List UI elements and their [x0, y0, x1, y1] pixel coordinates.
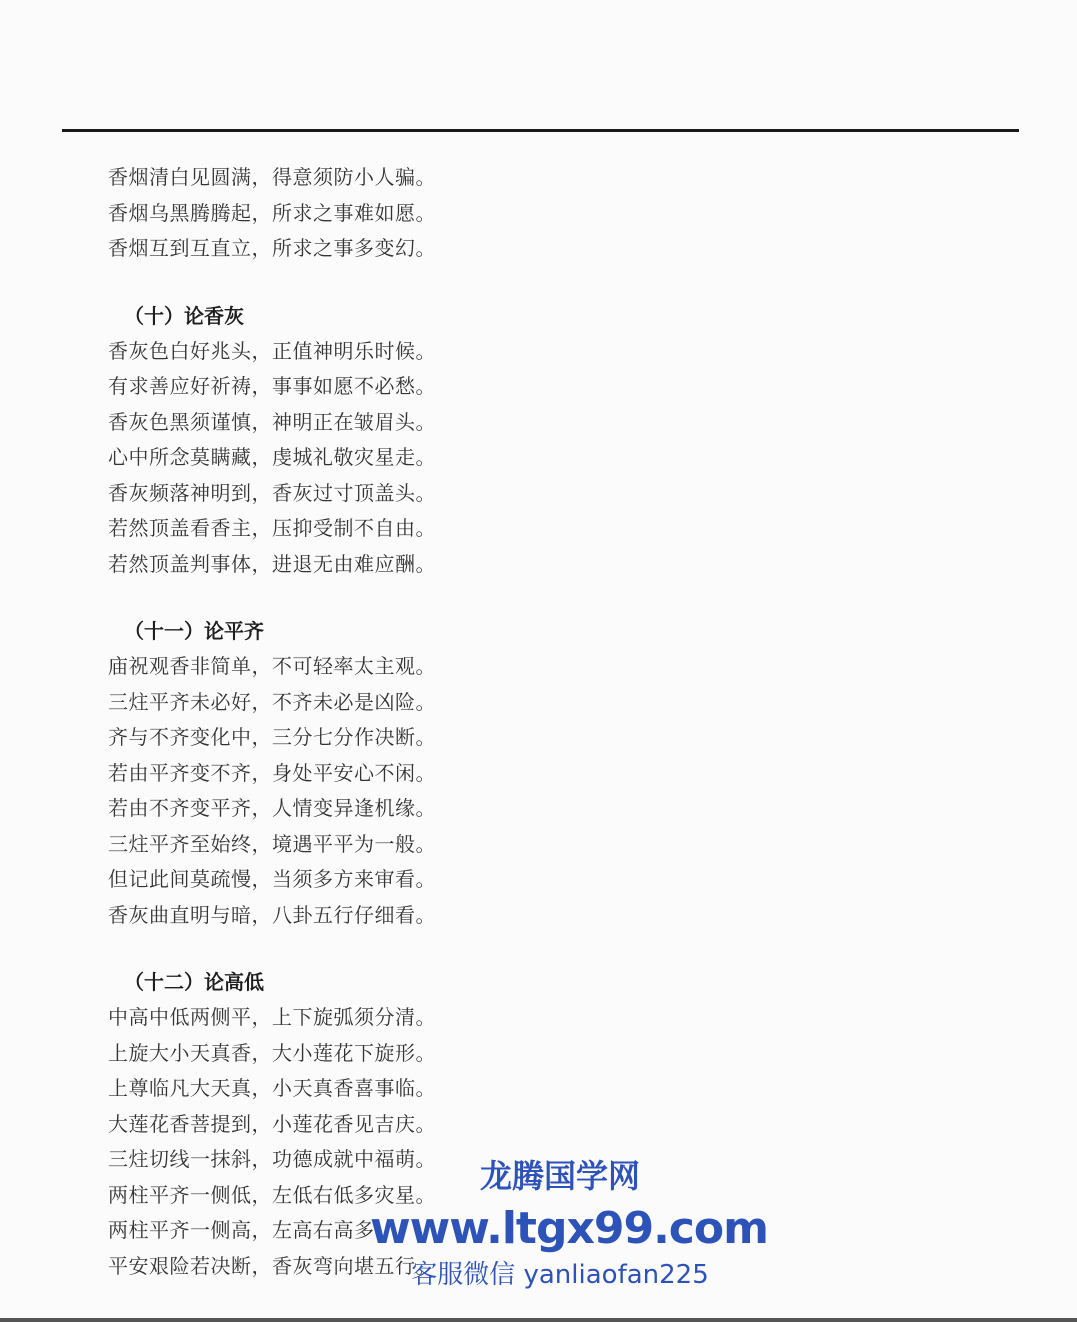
- watermark: [370, 1152, 768, 1292]
- verse-line: 三炷平齐至始终，境遇平平为一般。: [108, 831, 436, 856]
- verse-line: 平安艰险若决断，香灰弯向堪五行。: [108, 1253, 436, 1278]
- verse-line: 庙祝观香非简单，不可轻率太主观。: [108, 654, 436, 678]
- verse-line: 两柱平齐一侧高，左高右高多: [108, 1218, 375, 1242]
- verse-line: 上尊临凡大天真，小天真香喜事临。: [108, 1076, 436, 1100]
- section-heading: （十）论香灰: [124, 303, 244, 328]
- section-incense-ash: [108, 299, 708, 583]
- verse-line: 但记此间莫疏慢，当须多方来审看。: [108, 867, 436, 891]
- watermark-site-name: 龙腾国学网: [479, 1157, 640, 1195]
- verse-line: 齐与不齐变化中，三分七分作决断。: [108, 725, 436, 749]
- bottom-edge: [0, 1318, 1077, 1322]
- verse-line: 香灰曲直明与暗，八卦五行仔细看。: [108, 902, 436, 927]
- verse-line: 香灰色黑须谨慎，神明正在皱眉头。: [108, 409, 436, 434]
- watermark-url: www.ltgx99.com: [370, 1203, 768, 1254]
- verse-line: 若由不齐变平齐，人情变异逢机缘。: [108, 796, 436, 820]
- verse-line: 若由平齐变不齐，身处平安心不闲。: [108, 760, 436, 785]
- verse-line: 若然顶盖看香主，压抑受制不自由。: [108, 516, 436, 540]
- verse-line: 香烟互到互直立，所求之事多变幻。: [108, 236, 436, 260]
- verse-line: 两柱平齐一侧低，左低右低多灾星。: [108, 1182, 436, 1207]
- verse-line: 三炷切线一抹斜，功德成就中福萌。: [108, 1147, 436, 1171]
- top-rule: [62, 129, 1019, 132]
- verse-line: 上旋大小天真香，大小莲花下旋形。: [108, 1040, 436, 1065]
- verse-line: 香烟乌黑腾腾起，所求之事难如愿。: [108, 200, 436, 225]
- watermark-contact: 客服微信 yanliaofan225: [411, 1260, 709, 1290]
- verse-line: 心中所念莫瞒藏，虔城礼敬灾星走。: [108, 445, 436, 469]
- opening-verses: [108, 160, 708, 267]
- verse-line: 中高中低两侧平，上下旋弧须分清。: [108, 1005, 436, 1029]
- verse-line: 三炷平齐未必好，不齐未必是凶险。: [108, 689, 436, 714]
- verse-line: 若然顶盖判事体，进退无由难应酬。: [108, 551, 436, 576]
- section-evenness: [108, 614, 708, 933]
- verse-line: 香烟清白见圆满，得意须防小人骗。: [108, 165, 436, 189]
- verse-line: 香灰频落神明到，香灰过寸顶盖头。: [108, 480, 436, 505]
- page-content: [108, 160, 708, 1284]
- section-heading: （十一）论平齐: [124, 619, 264, 643]
- verse-line: 香灰色白好兆头，正值神明乐时候。: [108, 338, 436, 363]
- section-heading: （十二）论高低: [124, 970, 264, 994]
- verse-line: 大莲花香菩提到，小莲花香见吉庆。: [108, 1111, 436, 1136]
- verse-line: 有求善应好祈祷，事事如愿不必愁。: [108, 374, 436, 398]
